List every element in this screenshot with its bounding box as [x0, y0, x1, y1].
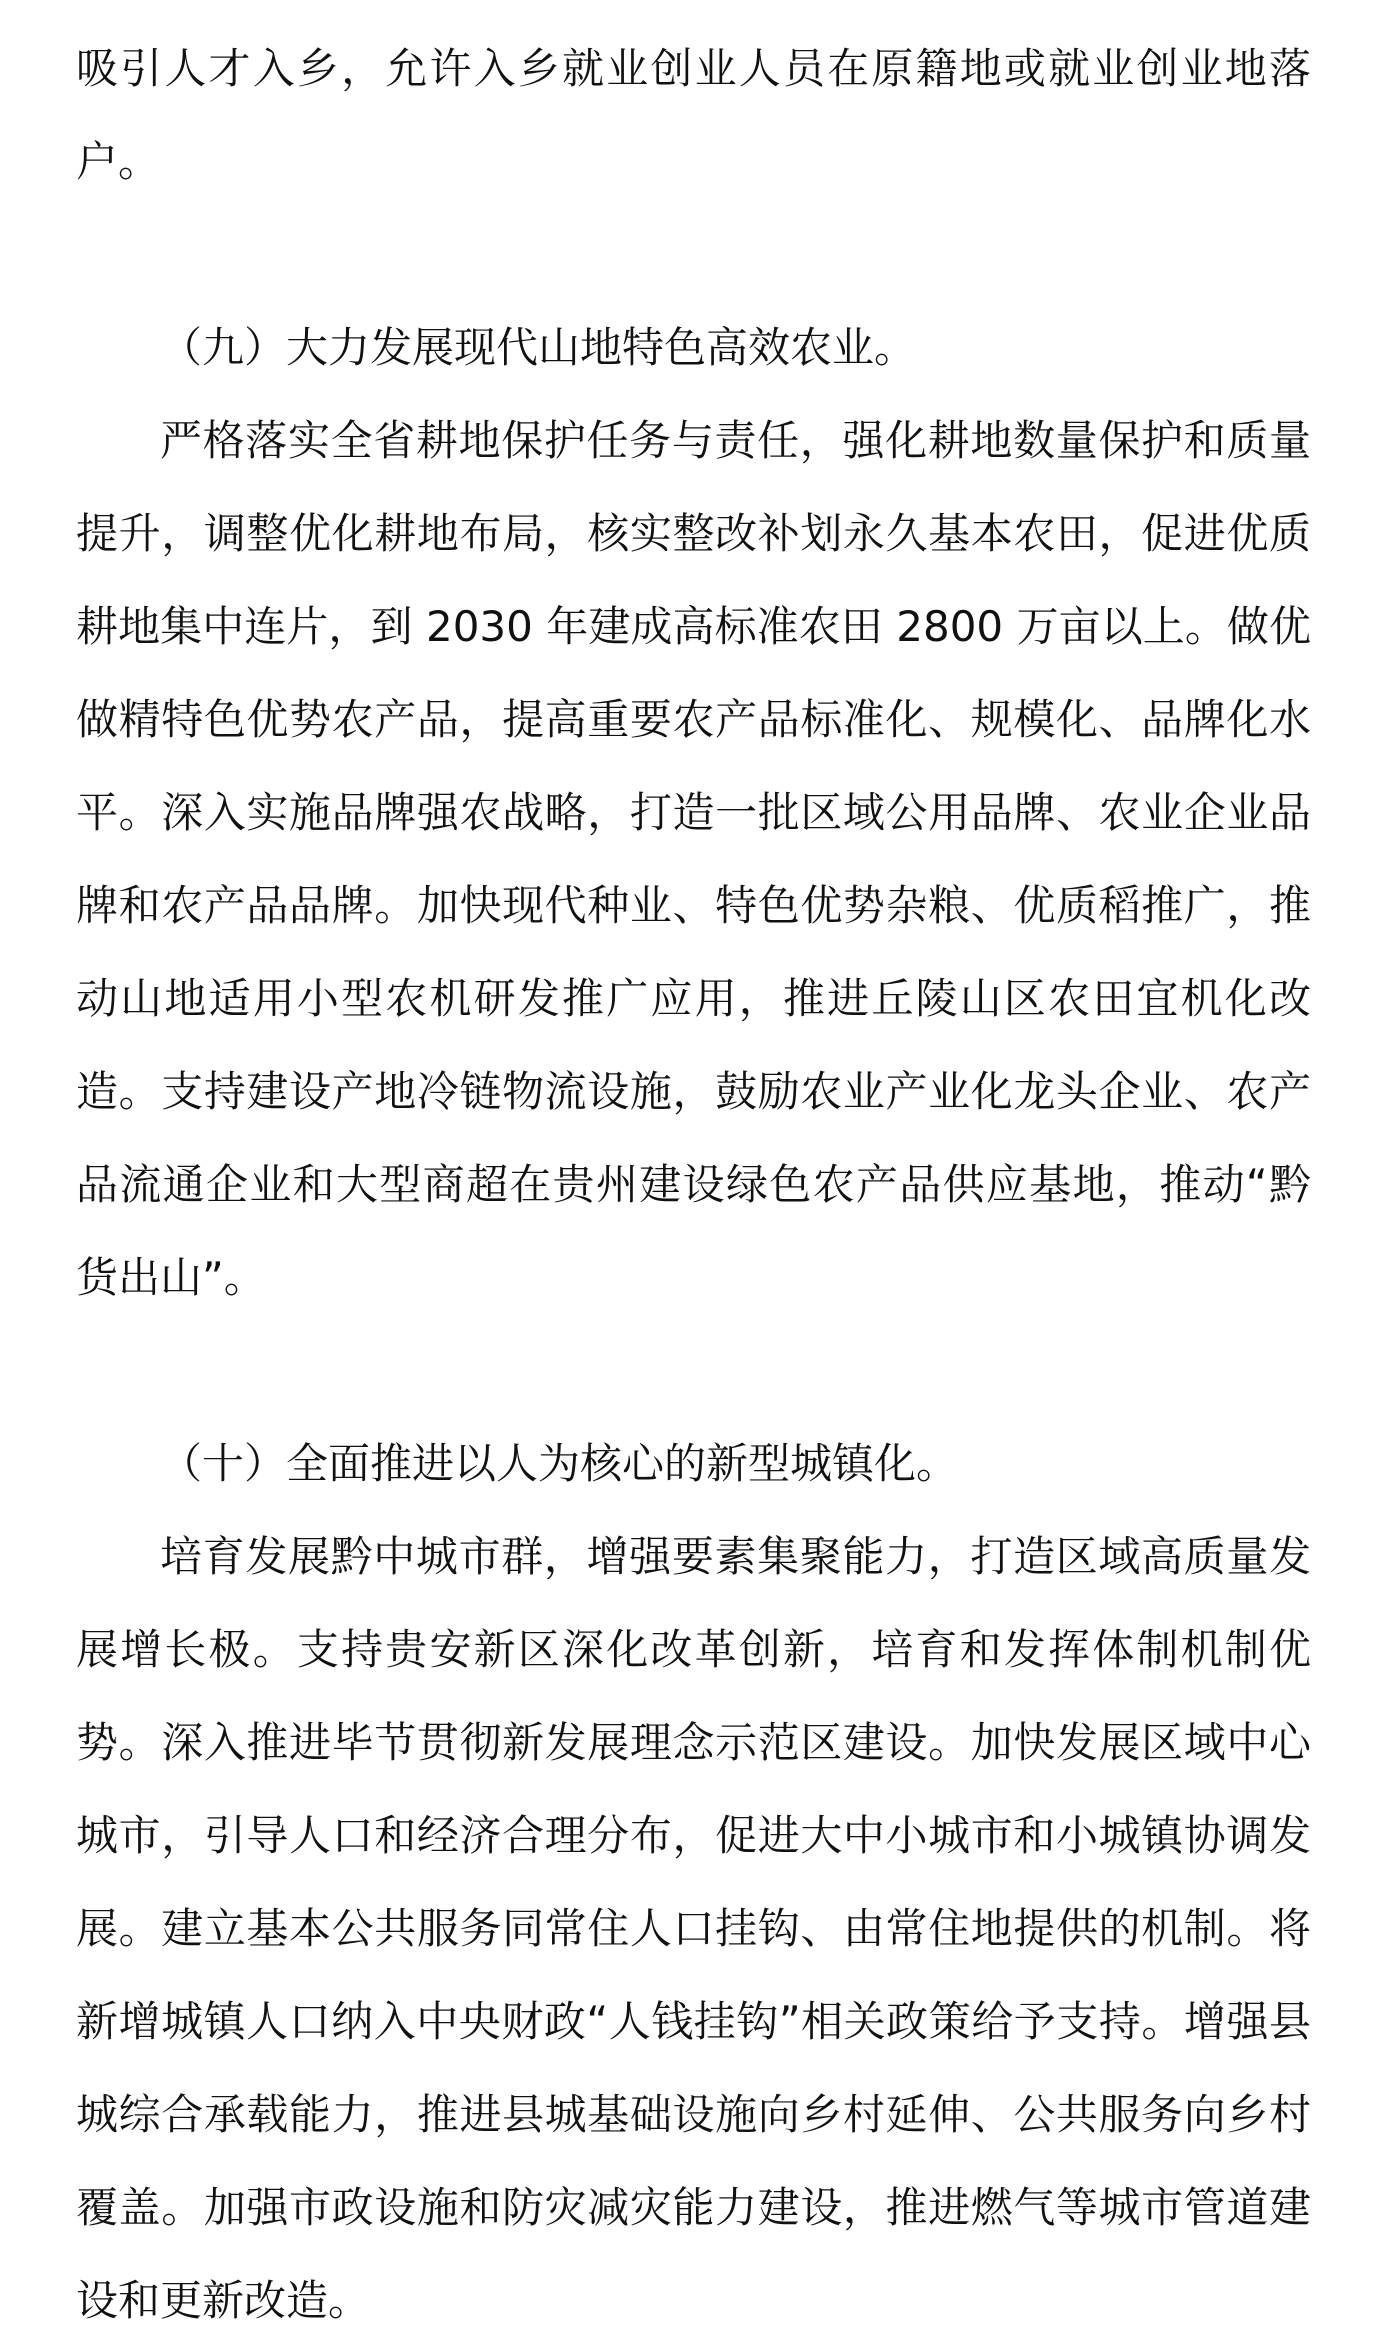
- section-heading-nine: （九）大力发展现代山地特色高效农业。: [160, 323, 917, 372]
- paragraph-continuation: 吸引人才入乡，允许入乡就业创业人员在原籍地或就业创业地落户。: [76, 44, 1311, 186]
- paragraph-gap: [76, 208, 1311, 301]
- paragraph-urbanization: 培育发展黔中城市群，增强要素集聚能力，打造区域高质量发展增长极。支持贵安新区深化改革创新，培育和发挥体制机制优势。深入推进毕节贯彻新发展理念示范区建设。加快发展区域中心城市，引导人口和经济合理分布，促进大中小城市和小城镇协调发展。建立基本公共服务同常住人口挂钩、由常住地提供的机制。将新增城镇人口纳入中央财政“人钱挂钩”相关政策给予支持。增强县城综合承载能力，推进县城基础设施向乡村延伸、公共服务向乡村覆盖。加强市政设施和防灾减灾能力建设，推进燃气等城市管道建设和更新改造。: [76, 1532, 1311, 2325]
- document-page: [76, 22, 1311, 2347]
- section-heading-ten: （十）全面推进以人为核心的新型城镇化。: [160, 1439, 959, 1488]
- paragraph-gap: [76, 1324, 1311, 1417]
- paragraph-agriculture: 严格落实全省耕地保护任务与责任，强化耕地数量保护和质量提升，调整优化耕地布局，核实整改补划永久基本农田，促进优质耕地集中连片，到 2030 年建成高标准农田 2800 万亩以上。做优做精特色优势农产品，提高重要农产品标准化、规模化、品牌化水平。深入实施品牌强农战略，打造一批区域公用品牌、农业企业品牌和农产品品牌。加快现代种业、特色优势杂粮、优质稻推广，推动山地适用小型农机研发推广应用，推进丘陵山区农田宜机化改造。支持建设产地冷链物流设施，鼓励农业产业化龙头企业、农产品流通企业和大型商超在贵州建设绿色农产品供应基地，推动“黔货出山”。: [76, 416, 1311, 1302]
